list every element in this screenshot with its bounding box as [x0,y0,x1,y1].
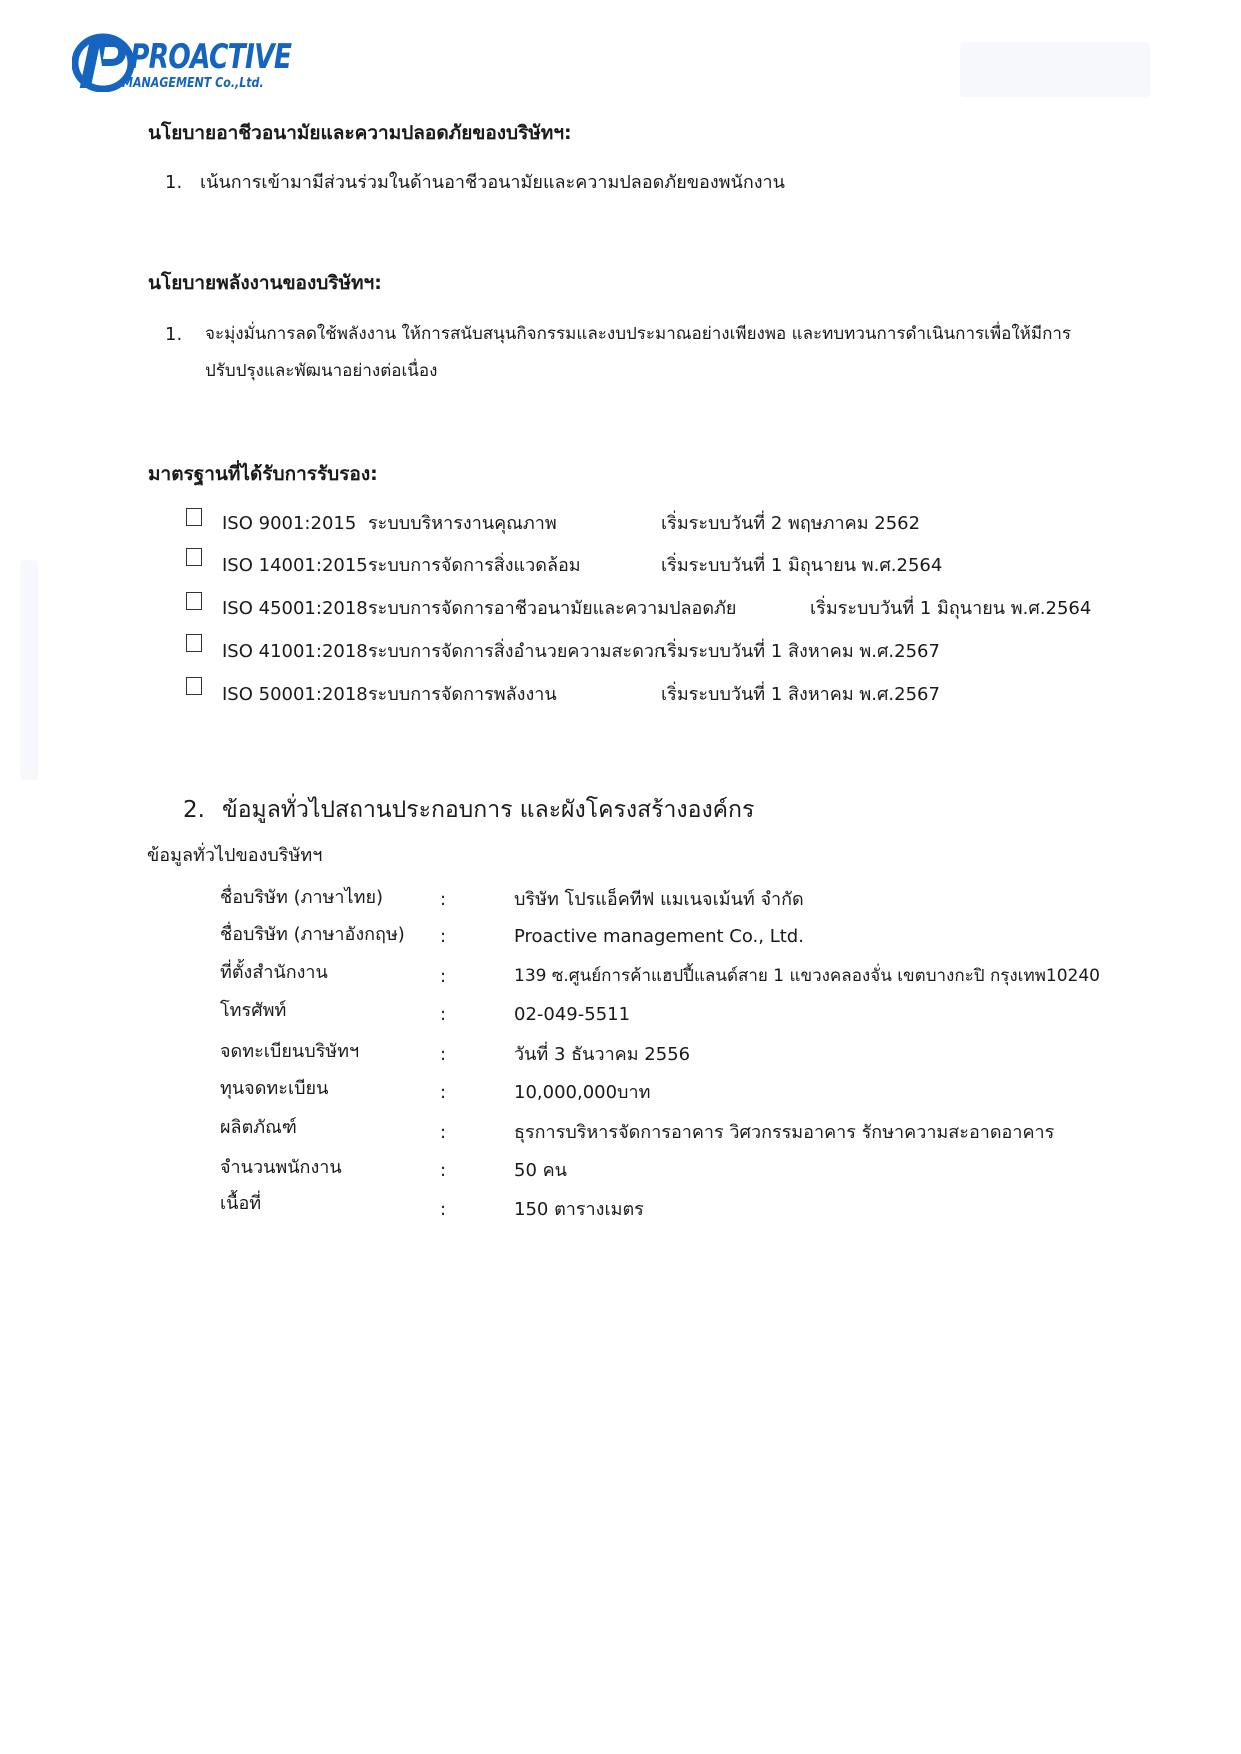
standard-start-date: เริ่มระบบวันที่ 1 สิงหาคม พ.ศ.2567 [661,684,940,705]
standard-start-date: เริ่มระบบวันที่ 1 มิถุนายน พ.ศ.2564 [661,555,943,576]
energy-policy-heading: นโยบายพลังงานของบริษัทฯ: [148,272,382,294]
section-title: ข้อมูลทั่วไปสถานประกอบการ และผังโครงสร้างองค์กร [222,797,755,823]
info-separator: : [440,1160,447,1181]
info-value: Proactive management Co., Ltd. [514,926,804,947]
info-label: ที่ตั้งสำนักงาน [220,962,328,983]
info-separator: : [440,1044,447,1065]
info-value: วันที่ 3 ธันวาคม 2556 [514,1044,691,1065]
info-value: 139 ซ.ศูนย์การค้าแฮปปี้แลนด์สาย 1 แขวงคลองจั่น เขตบางกะปิ กรุงเทพ10240 [514,966,1100,986]
info-label: ทุนจดทะเบียน [220,1078,329,1099]
info-value: ธุรการบริหารจัดการอาคาร วิศวกรรมอาคาร รักษาความสะอาดอาคาร [514,1122,1055,1143]
info-label: ชื่อบริษัท (ภาษาไทย) [220,887,384,908]
general-info-subheading: ข้อมูลทั่วไปของบริษัทฯ [147,845,323,866]
logo-subtitle: MANAGEMENT Co.,Ltd. [122,76,264,91]
info-label: จดทะเบียนบริษัทฯ [220,1041,360,1062]
ohs-policy-heading: นโยบายอาชีวอนามัยและความปลอดภัยของบริษัทฯ: [148,122,572,144]
standard-name: ระบบการจัดการอาชีวอนามัยและความปลอดภัย [368,598,737,619]
standards-heading: มาตรฐานที่ได้รับการรับรอง: [148,463,378,485]
section-number: 2. [183,797,205,823]
info-value: 150 ตารางเมตร [514,1199,644,1220]
info-label: จำนวนพนักงาน [220,1157,342,1178]
standard-code: ISO 9001:2015 [222,513,357,534]
standard-start-date: เริ่มระบบวันที่ 2 พฤษภาคม 2562 [661,513,921,534]
info-label: เนื้อที่ [220,1193,262,1214]
standard-code: ISO 41001:2018 [222,641,368,662]
info-value: 10,000,000บาท [514,1082,651,1103]
standard-start-date: เริ่มระบบวันที่ 1 สิงหาคม พ.ศ.2567 [661,641,940,662]
info-label: ผลิตภัณฑ์ [220,1117,297,1138]
info-value: 50 คน [514,1160,567,1181]
info-label: โทรศัพท์ [220,1000,287,1021]
standard-start-date: เริ่มระบบวันที่ 1 มิถุนายน พ.ศ.2564 [810,598,1092,619]
info-separator: : [440,889,447,910]
standard-code: ISO 14001:2015 [222,555,368,576]
info-separator: : [440,1082,447,1103]
standard-name: ระบบการจัดการสิ่งอำนวยความสะดวก [368,641,665,662]
info-separator: : [440,1004,447,1025]
standard-checkbox[interactable] [186,592,202,610]
standard-checkbox[interactable] [186,634,202,652]
info-label: ชื่อบริษัท (ภาษาอังกฤษ) [220,924,405,945]
standard-name: ระบบการจัดการสิ่งแวดล้อม [368,555,581,576]
energy-item-text-line1: จะมุ่งมั่นการลดใช้พลังงาน ให้การสนับสนุนกิจกรรมและงบประมาณอย่างเพียงพอ และทบทวนการดำเนินการเพื่อให้มีการ [205,324,1072,344]
info-separator: : [440,1199,447,1220]
standard-checkbox[interactable] [186,548,202,566]
info-value: 02-049-5511 [514,1004,631,1025]
energy-item-text-line2: ปรับปรุงและพัฒนาอย่างต่อเนื่อง [205,361,438,381]
ohs-item-text: เน้นการเข้ามามีส่วนร่วมในด้านอาชีวอนามัยและความปลอดภัยของพนักงาน [200,172,785,193]
info-separator: : [440,1122,447,1143]
info-value: บริษัท โปรแอ็คทีฟ แมเนจเม้นท์ จำกัด [514,889,804,910]
ohs-item-number: 1. [165,172,183,193]
standard-code: ISO 50001:2018 [222,684,368,705]
bleed-through-mark [960,42,1150,97]
standard-checkbox[interactable] [186,677,202,695]
standard-name: ระบบการจัดการพลังงาน [368,684,557,705]
bleed-through-mark [20,560,38,780]
info-separator: : [440,926,447,947]
info-separator: : [440,966,447,987]
company-logo [72,30,292,100]
standard-code: ISO 45001:2018 [222,598,368,619]
logo-wordmark: PROACTIVE [130,37,292,77]
standard-name: ระบบบริหารงานคุณภาพ [368,513,557,534]
standard-checkbox[interactable] [186,508,202,526]
energy-item-number: 1. [165,324,183,345]
